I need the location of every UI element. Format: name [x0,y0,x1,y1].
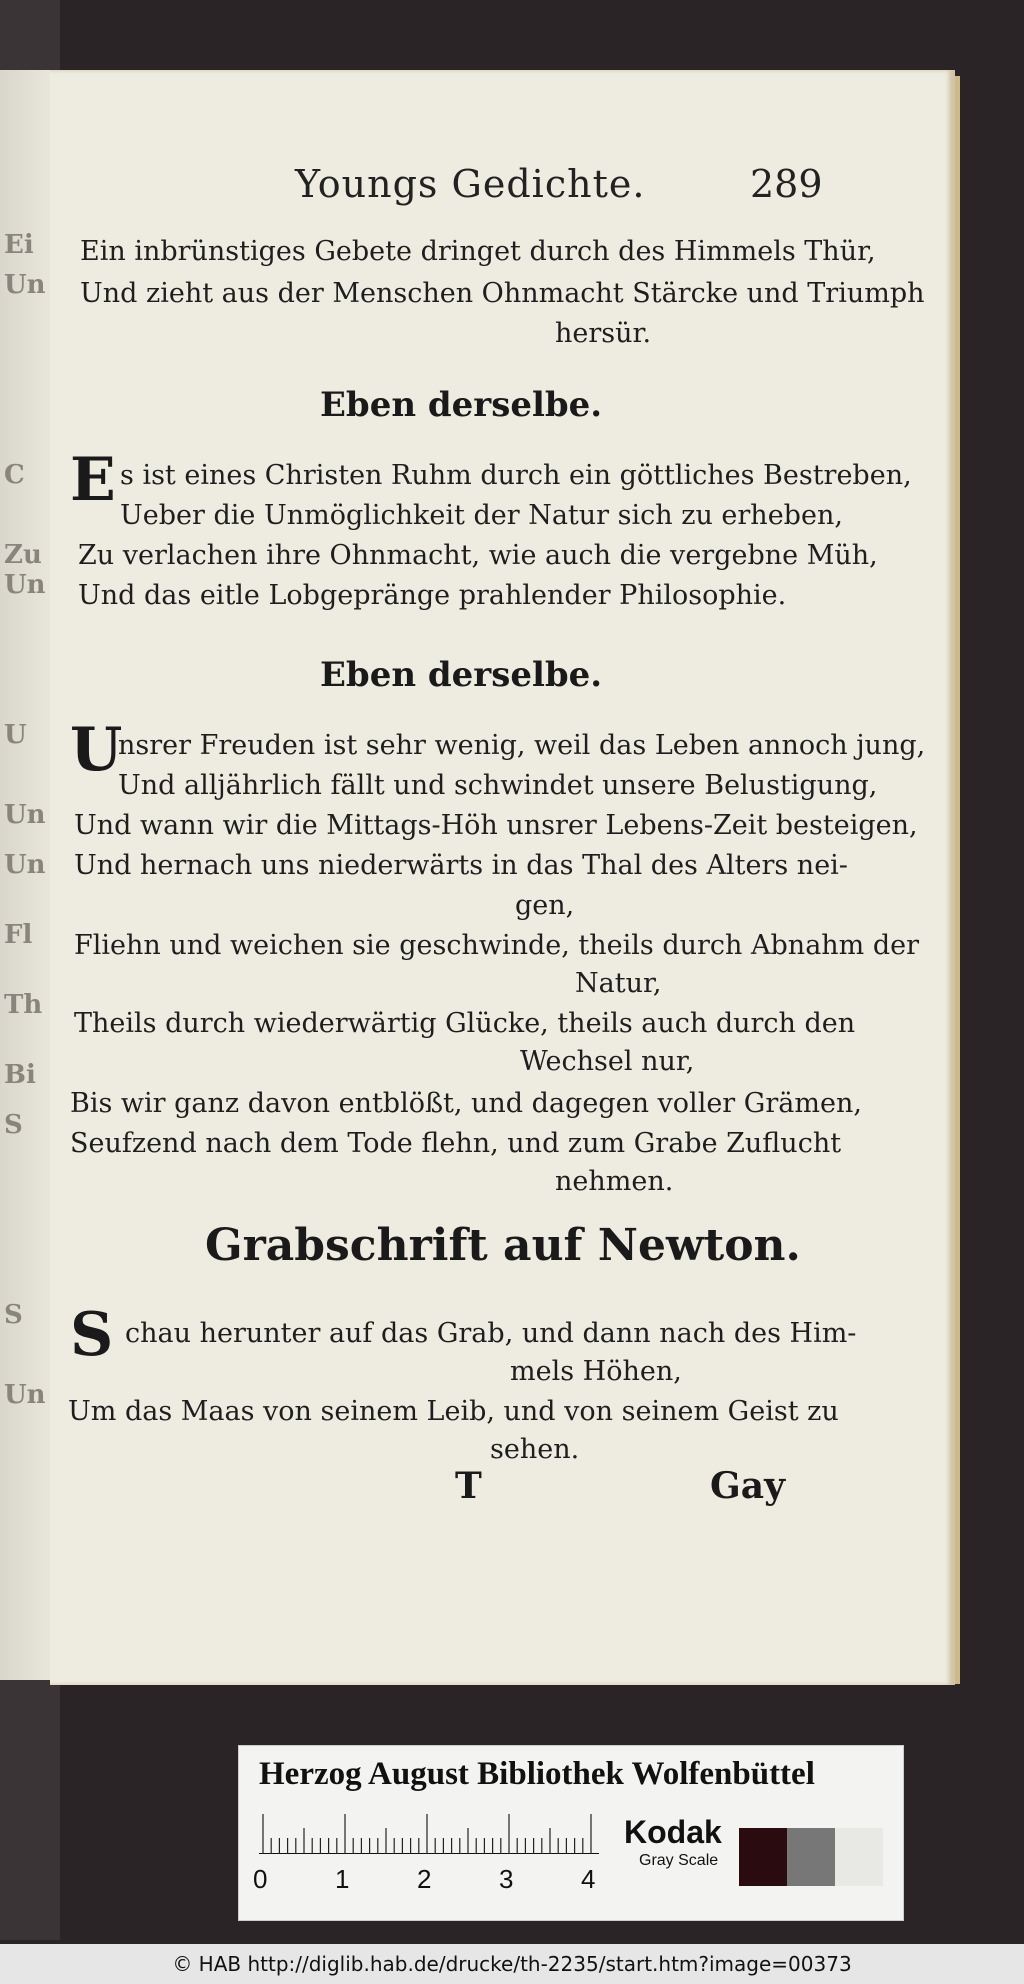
ruler-label: 0 [253,1864,268,1894]
text-line: Wechsel nur, [520,1046,695,1077]
book-page [50,70,955,1685]
text-line: mels Höhen, [510,1356,682,1387]
gray-scale-label: Gray Scale [639,1852,719,1869]
text-line: gen, [515,890,575,921]
swatch-light [835,1828,883,1886]
text-line: Fliehn und weichen sie geschwinde, theils durch Abnahm der [74,930,920,961]
ruler-label: 4 [581,1864,596,1894]
text-line: Natur, [575,968,662,999]
footer-credit: © HAB http://diglib.hab.de/drucke/th-2235/start.htm?image=00373 [0,1944,1024,1984]
swatch-dark [739,1828,787,1886]
section-heading: Grabschrift auf Newton. [205,1220,801,1271]
drop-cap: E [70,445,116,515]
drop-cap: S [70,1300,114,1370]
text-line: chau herunter auf das Grab, und dann nach des Him- [125,1318,857,1349]
kodak-logo: Kodak [624,1814,722,1850]
ruler-label: 3 [499,1864,514,1894]
text-line: Ueber die Unmöglichkeit der Natur sich zu erheben, [120,500,843,531]
text-line: nsrer Freuden ist sehr wenig, weil das Leben annoch jung, [118,730,926,761]
text-line: Und alljährlich fällt und schwindet unsere Belustigung, [118,770,878,801]
ruler-label: 1 [335,1864,350,1894]
card-title: Herzog August Bibliothek Wolfenbüttel [259,1756,815,1792]
page-header [50,162,955,212]
text-line: Bis wir ganz davon entblößt, und dagegen voller Grämen, [70,1088,862,1119]
ruler [259,1814,599,1854]
text-line: Theils durch wiederwärtig Glücke, theils auch durch den [74,1008,856,1039]
running-title: Youngs Gedichte. [295,162,646,206]
text-line: Und zieht aus der Menschen Ohnmacht Stärcke und Triumph [80,278,925,309]
text-line: Um das Maas von seinem Leib, und von seinem Geist zu [68,1396,839,1427]
color-calibration-card [238,1745,904,1921]
swatch-mid [787,1828,835,1886]
section-heading: Eben derselbe. [320,655,603,695]
signature-mark: T [455,1465,482,1507]
text-line: nehmen. [555,1166,674,1197]
text-line: Seufzend nach dem Tode flehn, und zum Grabe Zuflucht [70,1128,842,1159]
text-line: hersür. [555,318,652,349]
text-line: Und hernach uns niederwärts in das Thal des Alters nei- [74,850,848,881]
page-number: 289 [750,162,823,206]
previous-page-edge: Ei Un C Zu Un U Un Un Fl Th Bi S S Un [0,70,58,1680]
drop-cap: U [70,715,123,785]
text-line: Zu verlachen ihre Ohnmacht, wie auch die vergebne Müh, [78,540,878,571]
text-line: s ist eines Christen Ruhm durch ein göttliches Bestreben, [120,460,912,491]
signature-name: Gay [710,1465,785,1507]
text-line: sehen. [490,1434,580,1465]
text-line: Und das eitle Lobgepränge prahlender Philosophie. [78,580,787,611]
text-line: Und wann wir die Mittags-Höh unsrer Lebens-Zeit besteigen, [74,810,918,841]
text-line: Ein inbrünstiges Gebete dringet durch des Himmels Thür, [80,236,876,267]
section-heading: Eben derselbe. [320,385,603,425]
ruler-label: 2 [417,1864,432,1894]
